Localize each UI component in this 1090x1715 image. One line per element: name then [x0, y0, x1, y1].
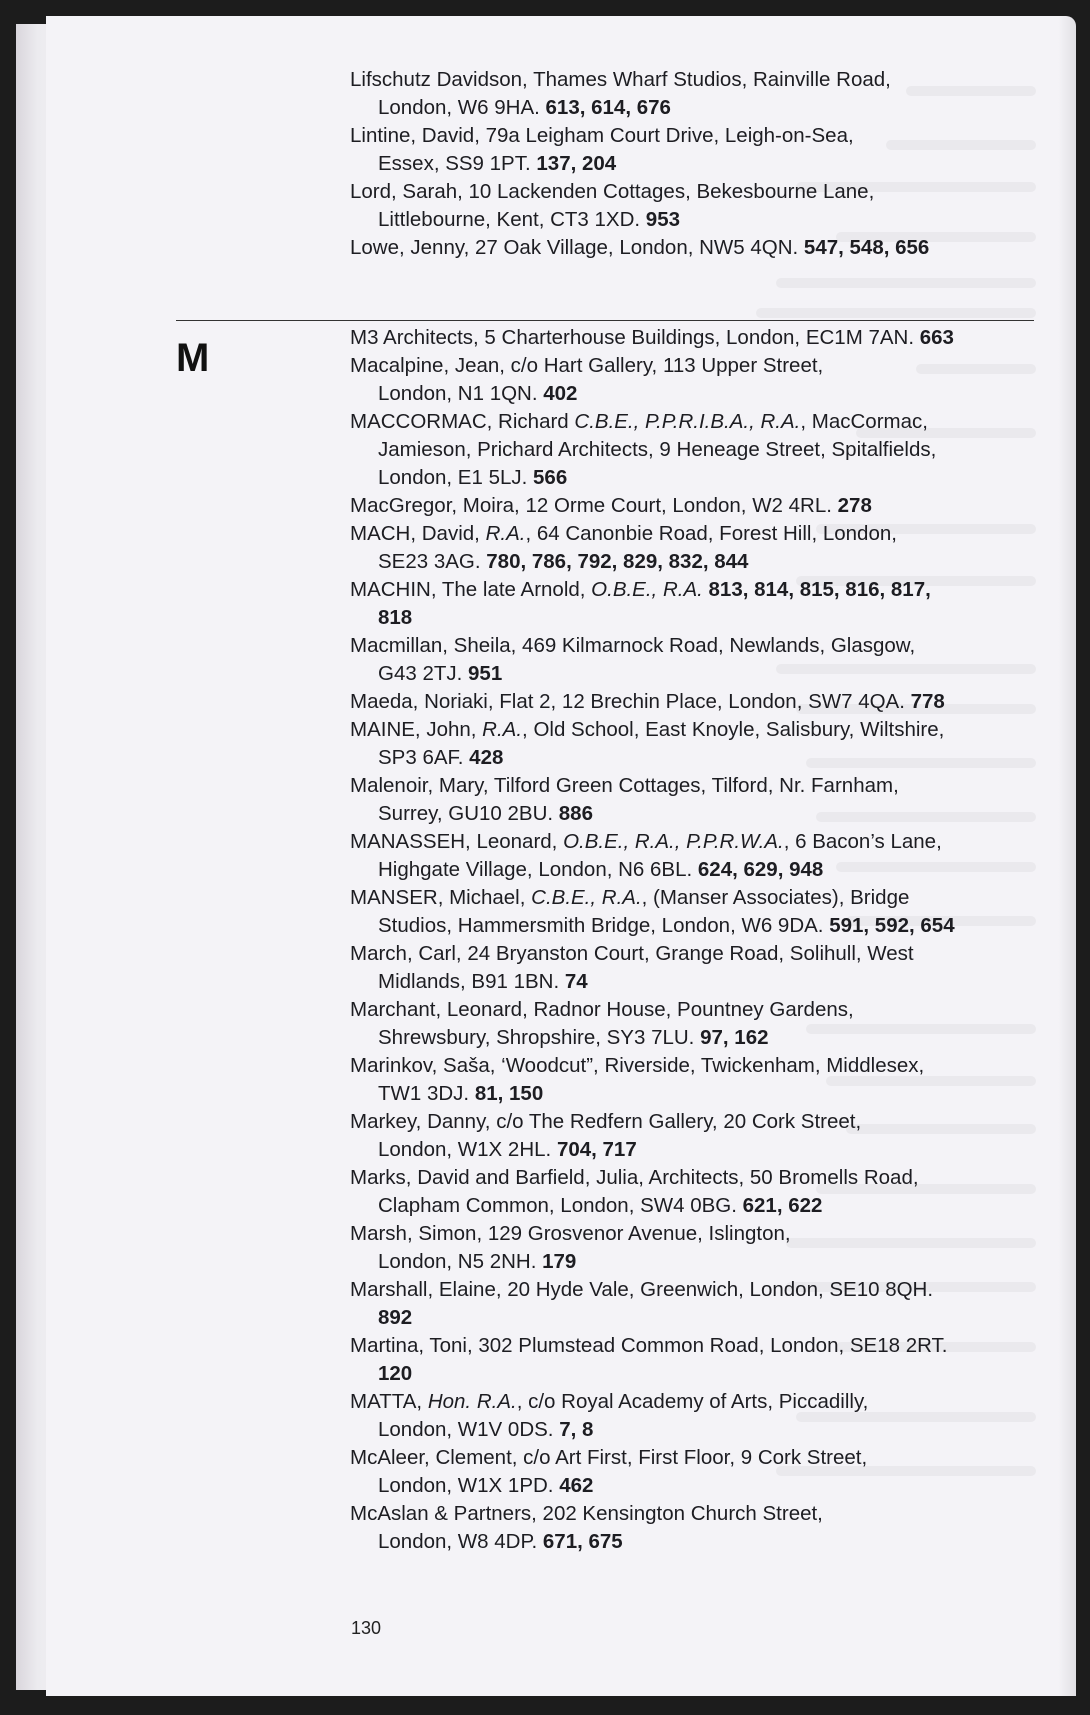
- list-item: Marsh, Simon, 129 Grosvenor Avenue, Islington, London, N5 2NH. 179: [350, 1222, 791, 1273]
- book-page: [46, 16, 1076, 1696]
- list-item: MACCORMAC, Richard C.B.E., P.P.R.I.B.A., R.A., MacCormac, Jamieson, Prichard Architects, 9 Heneage Street, Spitalfields, London, E1 5LJ. 566: [350, 410, 937, 489]
- list-item: Lowe, Jenny, 27 Oak Village, London, NW5 4QN. 547, 548, 656: [350, 236, 930, 259]
- list-item: MacGregor, Moira, 12 Orme Court, London, W2 4RL. 278: [350, 494, 872, 517]
- page-number: 130: [351, 1618, 382, 1638]
- list-item: Lord, Sarah, 10 Lackenden Cottages, Bekesbourne Lane, Littlebourne, Kent, CT3 1XD. 953: [350, 180, 875, 231]
- list-item: McAleer, Clement, c/o Art First, First Floor, 9 Cork Street, London, W1X 1PD. 462: [350, 1446, 868, 1497]
- list-item: Macalpine, Jean, c/o Hart Gallery, 113 Upper Street, London, N1 1QN. 402: [350, 354, 824, 405]
- list-item: Lintine, David, 79a Leigham Court Drive, Leigh-on-Sea, Essex, SS9 1PT. 137, 204: [350, 124, 854, 175]
- section-divider: [176, 320, 1034, 321]
- list-item: Lifschutz Davidson, Thames Wharf Studios, Rainville Road, London, W6 9HA. 613, 614, 676: [350, 68, 891, 119]
- list-item: Markey, Danny, c/o The Redfern Gallery, 20 Cork Street, London, W1X 2HL. 704, 717: [350, 1110, 862, 1161]
- list-item: Martina, Toni, 302 Plumstead Common Road, London, SE18 2RT. 120: [350, 1334, 948, 1385]
- list-item: MACH, David, R.A., 64 Canonbie Road, Forest Hill, London, SE23 3AG. 780, 786, 792, 829, 832, 844: [350, 522, 897, 573]
- list-item: MAINE, John, R.A., Old School, East Knoyle, Salisbury, Wiltshire, SP3 6AF. 428: [350, 718, 945, 769]
- section-letter: M: [176, 336, 210, 380]
- list-item: Malenoir, Mary, Tilford Green Cottages, Tilford, Nr. Farnham, Surrey, GU10 2BU. 886: [350, 774, 899, 825]
- list-item: Marchant, Leonard, Radnor House, Pountney Gardens, Shrewsbury, Shropshire, SY3 7LU. 97, 162: [350, 998, 854, 1049]
- list-item: March, Carl, 24 Bryanston Court, Grange Road, Solihull, West Midlands, B91 1BN. 74: [350, 942, 914, 993]
- list-item: M3 Architects, 5 Charterhouse Buildings, London, EC1M 7AN. 663: [350, 326, 954, 349]
- list-item: Marshall, Elaine, 20 Hyde Vale, Greenwich, London, SE10 8QH. 892: [350, 1278, 934, 1329]
- list-item: Maeda, Noriaki, Flat 2, 12 Brechin Place, London, SW7 4QA. 778: [350, 690, 945, 713]
- list-item: MATTA, Hon. R.A., c/o Royal Academy of Arts, Piccadilly, London, W1V 0DS. 7, 8: [350, 1390, 869, 1441]
- list-item: Marks, David and Barfield, Julia, Architects, 50 Bromells Road, Clapham Common, London, SW4 0BG. 621, 622: [350, 1166, 919, 1217]
- list-item: MANSER, Michael, C.B.E., R.A., (Manser Associates), Bridge Studios, Hammersmith Bridge, London, W6 9DA. 591, 592, 654: [350, 886, 955, 937]
- list-item: MANASSEH, Leonard, O.B.E., R.A., P.P.R.W.A., 6 Bacon’s Lane, Highgate Village, London, N6 6BL. 624, 629, 948: [350, 830, 942, 881]
- list-item: Macmillan, Sheila, 469 Kilmarnock Road, Newlands, Glasgow, G43 2TJ. 951: [350, 634, 916, 685]
- list-item: Marinkov, Saša, ‘Woodcut”, Riverside, Twickenham, Middlesex, TW1 3DJ. 81, 150: [350, 1054, 925, 1105]
- list-item: McAslan & Partners, 202 Kensington Church Street, London, W8 4DP. 671, 675: [350, 1502, 823, 1553]
- list-item: MACHIN, The late Arnold, O.B.E., R.A. 813, 814, 815, 816, 817, 818: [350, 578, 931, 629]
